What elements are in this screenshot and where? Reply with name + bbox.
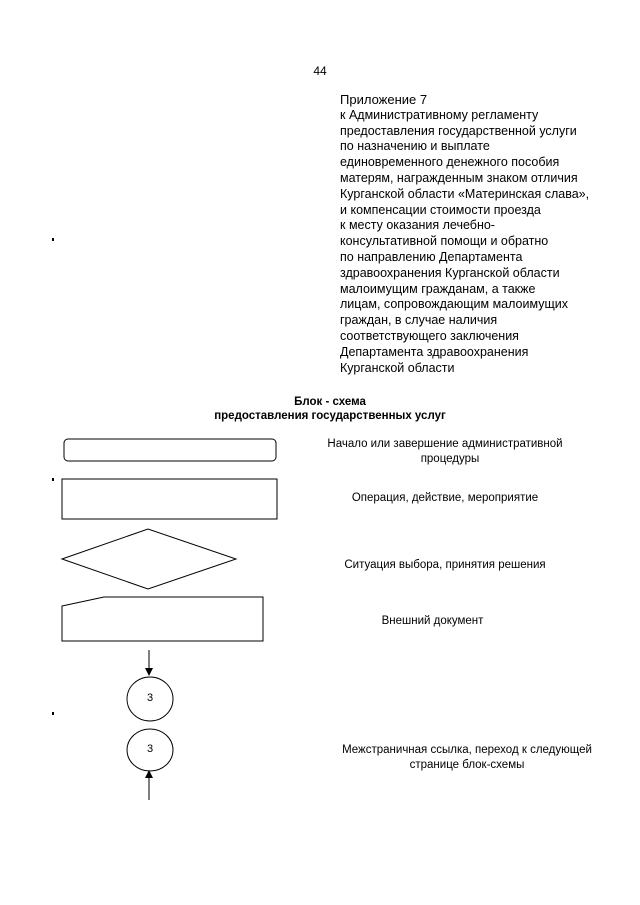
appendix-title: Приложение 7 [340, 92, 428, 107]
scan-mark [52, 478, 54, 481]
terminator-description-line1: Начало или завершение административной [327, 438, 563, 450]
terminator-shape [64, 439, 276, 461]
appendix-line: по назначению и выплате [340, 139, 490, 154]
page-number: 44 [313, 64, 327, 78]
appendix-line: Курганской области [340, 360, 455, 375]
appendix-line: единовременного денежного пособия [340, 155, 560, 170]
appendix-line: консультативной помощи и обратно [340, 234, 549, 249]
scan-mark [52, 238, 54, 241]
connector-label-top: 3 [146, 692, 154, 704]
appendix-line: здравоохранения Курганской области [340, 265, 560, 280]
connector-description-line1: Межстраничная ссылка, переход к следующей [342, 744, 592, 756]
decision-description: Ситуация выбора, принятия решения [344, 559, 546, 571]
flowchart-heading-line1: Блок - схема [294, 396, 366, 408]
appendix-line: предоставления государственной услуги [340, 123, 577, 138]
appendix-line: и компенсации стоимости проезда [340, 202, 541, 217]
connector-description [322, 743, 612, 773]
document-description: Внешний документ [381, 615, 484, 627]
arrow-down-icon [145, 668, 153, 676]
appendix-line: матерям, награжденным знаком отличия [340, 170, 578, 185]
connector-description-line2: странице блок-схемы [409, 759, 525, 771]
terminator-description-line2: процедуры [420, 453, 480, 465]
scan-mark [52, 712, 54, 715]
decision-shape [62, 529, 236, 589]
appendix-line: лицам, сопровождающим малоимущих [340, 297, 568, 312]
document-shape [62, 597, 263, 641]
process-shape [62, 479, 277, 519]
connector-label-bottom: 3 [146, 743, 154, 755]
appendix-line: Курганской области «Материнская слава», [340, 186, 590, 201]
appendix-line: Департамента здравоохранения [340, 344, 529, 359]
appendix-line: по направлению Департамента [340, 249, 523, 264]
terminator-description [300, 437, 590, 467]
appendix-line: к месту оказания лечебно- [340, 218, 495, 233]
appendix-line: соответствующего заключения [340, 328, 519, 343]
appendix-line: малоимущим гражданам, а также [340, 281, 536, 296]
appendix-line: к Административному регламенту [340, 107, 539, 122]
process-description: Операция, действие, мероприятие [351, 492, 539, 504]
flowchart-heading-line2: предоставления государственных услуг [214, 410, 446, 422]
appendix-line: граждан, в случае наличия [340, 313, 498, 328]
